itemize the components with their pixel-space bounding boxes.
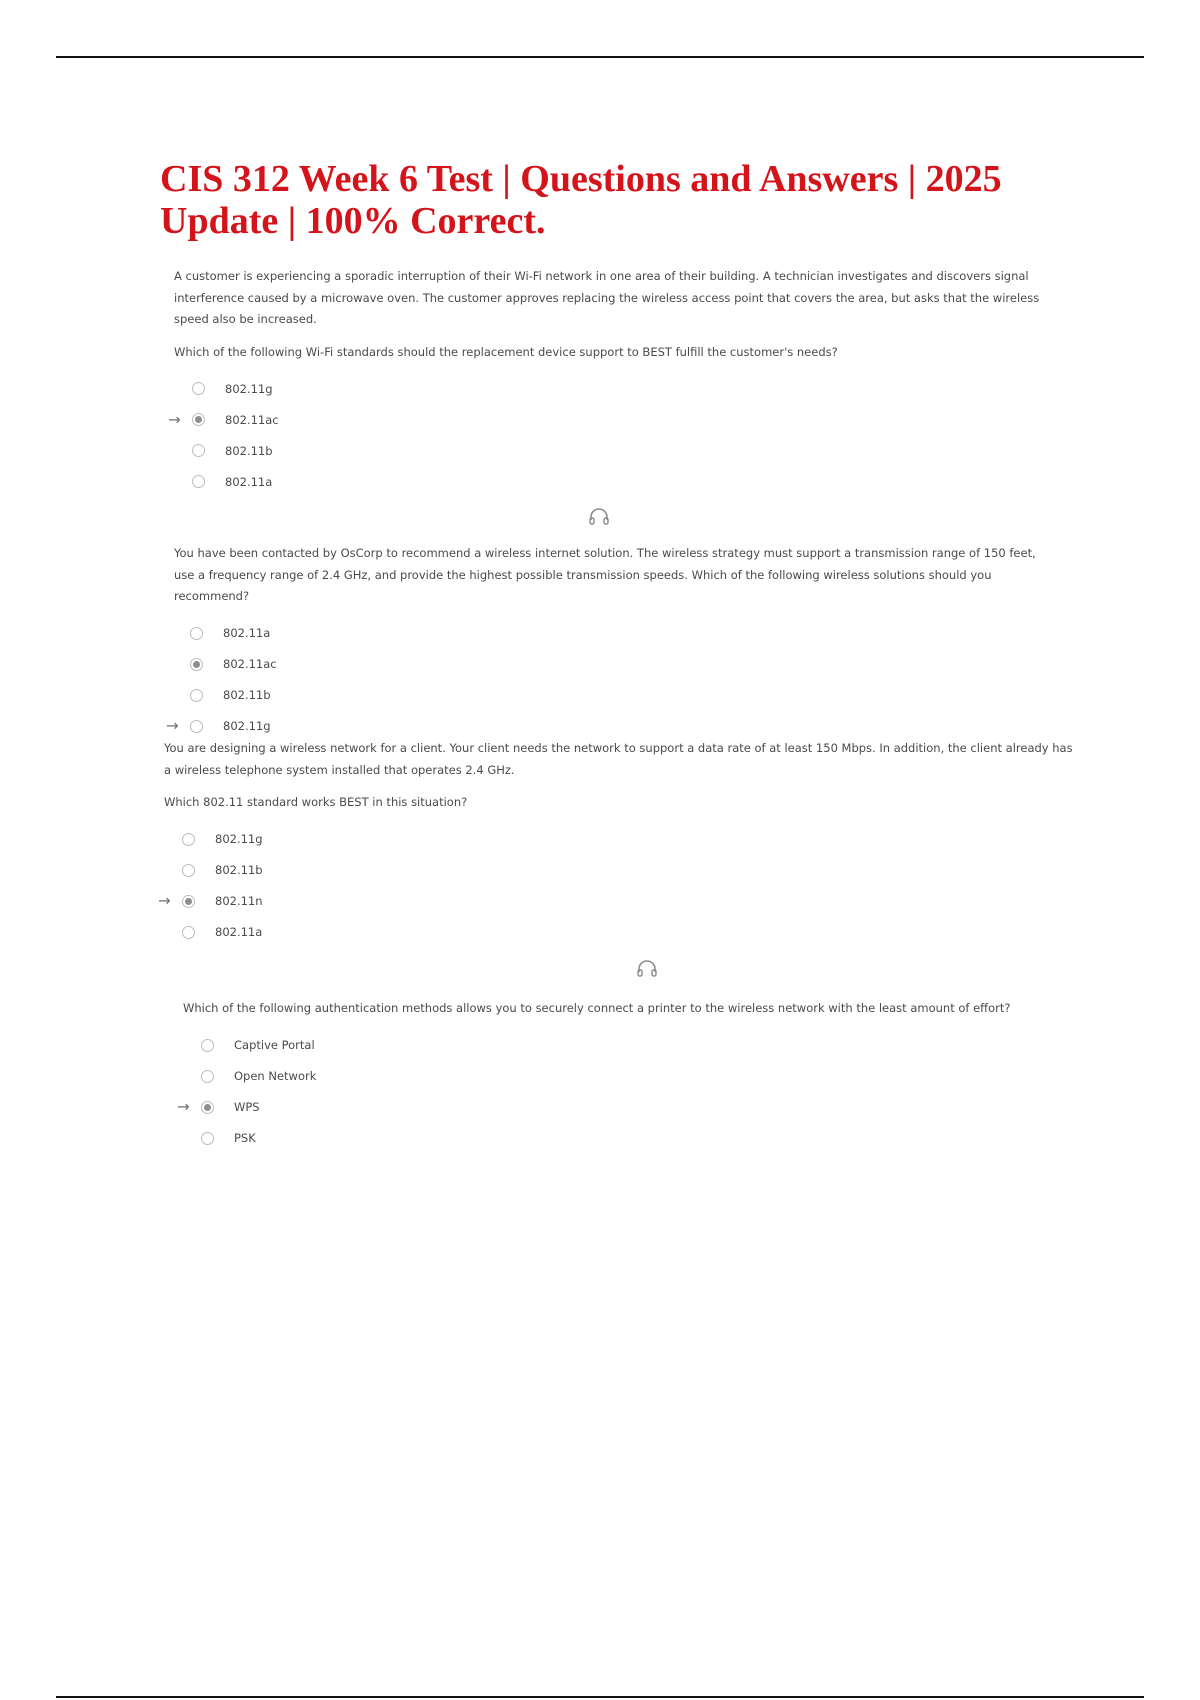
answer-option-label: 802.11n <box>215 894 263 908</box>
question-1 <box>168 266 1064 497</box>
answer-options <box>168 373 1064 497</box>
answer-option[interactable] <box>190 680 1054 711</box>
radio-button-selected[interactable] <box>192 413 205 426</box>
answer-option[interactable] <box>158 886 1074 917</box>
answer-option[interactable] <box>177 1092 1083 1123</box>
radio-button-selected[interactable] <box>201 1101 214 1114</box>
answer-option[interactable] <box>201 1123 1083 1154</box>
headphones-icon <box>636 958 658 978</box>
correct-answer-arrow-icon: → <box>168 410 181 428</box>
answer-option-label: WPS <box>234 1100 260 1114</box>
answer-option[interactable] <box>192 373 1064 404</box>
answer-option[interactable] <box>168 404 1064 435</box>
answer-option[interactable] <box>190 649 1054 680</box>
answer-option-label: 802.11a <box>225 474 273 489</box>
question-text: You have been contacted by OsCorp to recommend a wireless internet solution. The wireless strategy must support a transmission range of 150 feet, use a frequency range of 2.4 GHz, and provide the highest possible transmission speeds. Which of the following wireless solutions should you recommend? <box>174 546 1036 603</box>
answer-option[interactable] <box>166 711 1054 742</box>
top-rule <box>56 56 1144 58</box>
correct-answer-arrow-icon: → <box>166 716 179 735</box>
answer-option-label: 802.11a <box>223 626 271 640</box>
answer-options <box>177 1030 1083 1154</box>
answer-option[interactable] <box>182 824 1074 855</box>
radio-button-selected[interactable] <box>190 658 203 671</box>
answer-option[interactable] <box>190 618 1054 649</box>
answer-option[interactable] <box>201 1061 1083 1092</box>
radio-button[interactable] <box>192 444 205 457</box>
answer-option-label: 802.11ac <box>223 657 277 671</box>
answer-option-label: 802.11g <box>215 832 263 846</box>
radio-button[interactable] <box>190 720 203 733</box>
answer-option-label: PSK <box>234 1131 256 1145</box>
correct-answer-arrow-icon: → <box>158 891 171 910</box>
question-text: Which of the following authentication methods allows you to securely connect a printer to the wireless network with the least amount of effort? <box>183 1001 1011 1015</box>
question-4 <box>177 998 1083 1154</box>
question-prompt: Which of the following Wi-Fi standards should the replacement device support to BEST fulfill the customer's needs? <box>174 344 838 359</box>
answer-options <box>166 618 1054 742</box>
radio-button[interactable] <box>182 833 195 846</box>
radio-button[interactable] <box>182 926 195 939</box>
answer-option-label: Captive Portal <box>234 1038 315 1052</box>
answer-option[interactable] <box>182 917 1074 948</box>
question-text: A customer is experiencing a sporadic interruption of their Wi-Fi network in one area of their building. A technician investigates and discovers signal interference caused by a microwave oven. The customer approves replacing the wireless access point that covers the area, but asks that the wireless speed also be increased. <box>174 269 1040 326</box>
radio-button[interactable] <box>201 1132 214 1145</box>
answer-option[interactable] <box>192 435 1064 466</box>
answer-options <box>158 824 1074 948</box>
answer-option-label: 802.11b <box>223 688 271 702</box>
headphones-icon <box>588 506 610 526</box>
bottom-rule <box>56 1696 1144 1698</box>
radio-button-selected[interactable] <box>182 895 195 908</box>
question-3 <box>158 738 1074 948</box>
question-2 <box>166 543 1054 742</box>
answer-option-label: 802.11ac <box>225 412 279 427</box>
answer-option-label: Open Network <box>234 1069 317 1083</box>
answer-option-label: 802.11a <box>215 925 263 939</box>
radio-button[interactable] <box>201 1039 214 1052</box>
radio-button[interactable] <box>182 864 195 877</box>
correct-answer-arrow-icon: → <box>177 1097 190 1116</box>
answer-option[interactable] <box>201 1030 1083 1061</box>
answer-option-label: 802.11g <box>225 381 273 396</box>
answer-option-label: 802.11b <box>215 863 263 877</box>
question-prompt: Which 802.11 standard works BEST in this situation? <box>164 795 468 809</box>
question-text: You are designing a wireless network for a client. Your client needs the network to support a data rate of at least 150 Mbps. In addition, the client already has a wireless telephone system installed that operates 2.4 GHz. <box>164 741 1073 777</box>
radio-button[interactable] <box>201 1070 214 1083</box>
radio-button[interactable] <box>190 627 203 640</box>
answer-option-label: 802.11g <box>223 719 271 733</box>
document-title: CIS 312 Week 6 Test | Questions and Answers | 2025 Update | 100% Correct. <box>160 158 1002 242</box>
radio-button[interactable] <box>192 382 205 395</box>
answer-option[interactable] <box>182 855 1074 886</box>
answer-option-label: 802.11b <box>225 443 273 458</box>
radio-button[interactable] <box>190 689 203 702</box>
answer-option[interactable] <box>192 466 1064 497</box>
radio-button[interactable] <box>192 475 205 488</box>
